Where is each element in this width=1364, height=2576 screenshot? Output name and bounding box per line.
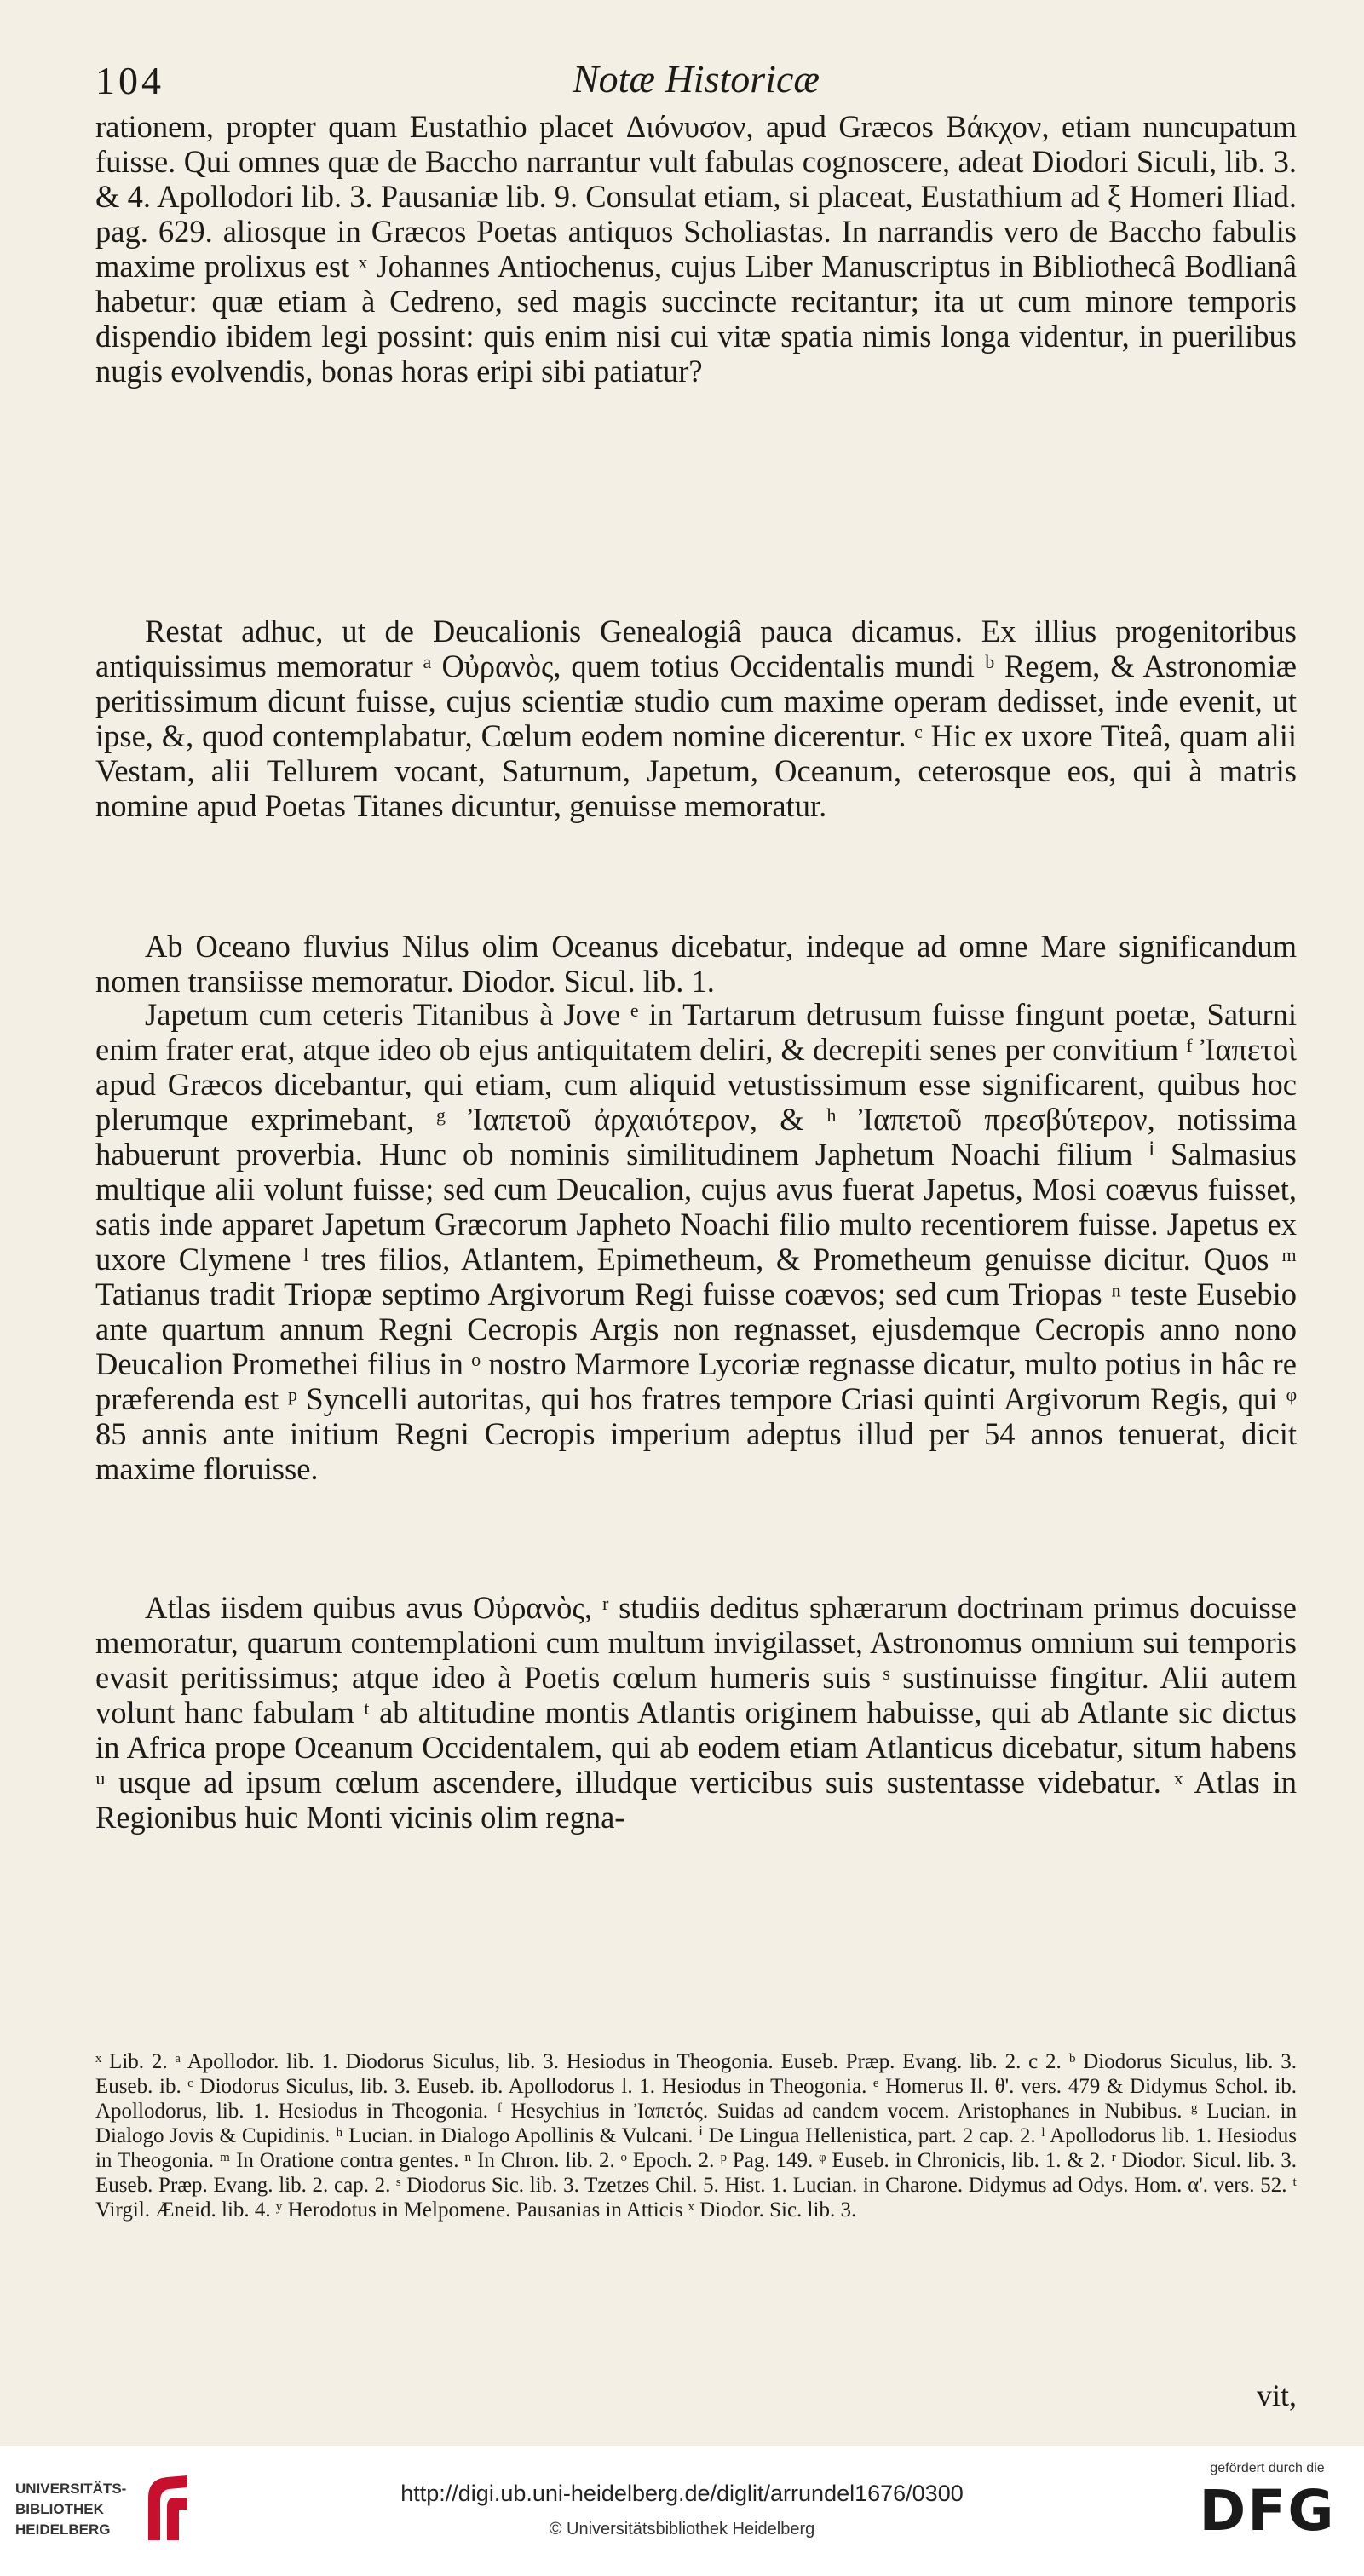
library-name-line-2: BIBLIOTHEK xyxy=(15,2501,104,2517)
paragraph-3: Ab Oceano fluvius Nilus olim Oceanus dicebatur, indeque ad omne Mare significandum nomen transiisse memoratur. Diodor. Sicul. lib. 1. xyxy=(95,929,1297,999)
dfg-logo: DFG xyxy=(1199,2478,1336,2544)
catchword: vit, xyxy=(1256,2378,1297,2412)
library-name-line-1: UNIVERSITÄTS- xyxy=(15,2481,127,2497)
source-url-link[interactable]: http://digi.ub.uni-heidelberg.de/diglit/arrundel1676/0300 xyxy=(400,2481,964,2506)
page-number: 104 xyxy=(95,59,164,102)
running-head-title: Notæ Historicæ xyxy=(572,57,820,101)
dfg-caption: gefördert durch die xyxy=(1210,2461,1325,2475)
viewer-footer xyxy=(0,2446,1364,2576)
dfg-logo-block[interactable] xyxy=(1188,2460,1346,2562)
copyright-notice: © Universitätsbibliothek Heidelberg xyxy=(549,2520,815,2539)
paragraph-4: Japetum cum ceteris Titanibus à Jove ᵉ in Tartarum detrusum fuisse fingunt poetæ, Saturni enim frater erat, atque ideo ob ejus antiquitatem deliri, & decrepiti senes per convitium ᶠ Ἰαπετοὶ apud Græcos dicebantur, qui etiam, cum aliquid vetustissimum esse significarent, quibus hoc plerumque exprimebant, ᵍ Ἰαπετοῦ ἀρχαιότερον, & ʰ Ἰαπετοῦ πρεσβύτερον, notissima habuerunt proverbia. Hunc ob nominis similitudinem Japhetum Noachi filium ⁱ Salmasius multique alii volunt fuisse; sed cum Deucalion, cujus avus fuerat Japetus, Mosi coævus fuisset, satis inde apparet Japetum Græcorum Japheto Noachi filio multo recentiorem fuisse. Japetus ex uxore Clymene ˡ tres filios, Atlantem, Epimetheum, & Prometheum genuisse dicitur. Quos ᵐ Tatianus tradit Triopæ septimo Argivorum Regi fuisse coævos; sed cum Triopas ⁿ teste Eusebio ante quartum annum Regni Cecropis Argis non regnasset, ejusdemque Cecropis anno nono Deucalion Promethei filius in ᵒ nostro Marmore Lycoriæ regnasse dicatur, multo potius in hâc re præferenda est ᵖ Syncelli autoritas, qui hos fratres tempore Criasi quinti Argivorum Regis, qui ᵠ 85 annis ante initium Regni Cecropis imperium adeptus illud per 54 annos tenuerat, dicit maxime floruisse. xyxy=(95,997,1297,1486)
running-head xyxy=(95,51,1297,111)
paragraph-5: Atlas iisdem quibus avus Οὐρανὸς, ʳ studiis deditus sphærarum doctrinam primus docuisse memoratur, quarum contemplationi cum multum invigilasset, Astronomus omnium sui temporis evasit peritissimus; atque ideo à Poetis cœlum humeris suis ˢ sustinuisse fingitur. Alii autem volunt hanc fabulam ᵗ ab altitudine montis Atlantis originem habuisse, qui ab Atlante sic dictus in Africa prope Oceanum Occidentalem, qui ab eodem etiam Atlanticus dicebatur, situm habens ᵘ usque ad ipsum cœlum ascendere, illudque verticibus suis sustentasse videbatur. ˣ Atlas in Regionibus huic Monti vicinis olim regna- xyxy=(95,1590,1297,1835)
footnotes: ˣ Lib. 2. ᵃ Apollodor. lib. 1. Diodorus Siculus, lib. 3. Hesiodus in Theogonia. Euseb. Præp. Evang. lib. 2. c 2. ᵇ Diodorus Siculus, lib. 3. Euseb. ib. ᶜ Diodorus Siculus, lib. 3. Euseb. ib. Apollodorus l. 1. Hesiodus in Theogonia. ᵉ Homerus Il. θ'. vers. 479 & Didymus Schol. ib. Apollodorus, lib. 1. Hesiodus in Theogonia. ᶠ Hesychius in Ἰαπετός. Suidas ad eandem vocem. Aristophanes in Nubibus. ᵍ Lucian. in Dialogo Jovis & Cupidinis. ʰ Lucian. in Dialogo Apollinis & Vulcani. ⁱ De Lingua Hellenistica, part. 2 cap. 2. ˡ Apollodorus lib. 1. Hesiodus in Theogonia. ᵐ In Oratione contra gentes. ⁿ In Chron. lib. 2. ᵒ Epoch. 2. ᵖ Pag. 149. ᵠ Euseb. in Chronicis, lib. 1. & 2. ʳ Diodor. Sicul. lib. 3. Euseb. Præp. Evang. lib. 2. cap. 2. ˢ Diodorus Sic. lib. 3. Tzetzes Chil. 5. Hist. 1. Lucian. in Charone. Didymus ad Odys. Hom. α'. vers. 52. ᵗ Virgil. Æneid. lib. 4. ʸ Herodotus in Melpomene. Pausanias in Atticis ˣ Diodor. Sic. lib. 3. xyxy=(95,2050,1297,2222)
paragraph-1: rationem, propter quam Eustathio placet Διόνυσον, apud Græcos Βάκχον, etiam nuncupatum fuisse. Qui omnes quæ de Baccho narrantur vult fabulas cognoscere, adeat Diodori Siculi, lib. 3. & 4. Apollodori lib. 3. Pausaniæ lib. 9. Consulat etiam, si placeat, Eustathium ad ξ Homeri Iliad. pag. 629. aliosque in Græcos Poetas antiquos Scholiastas. In narrandis vero de Baccho fabulis maxime prolixus est ˣ Johannes Antiochenus, cujus Liber Manuscriptus in Bibliothecâ Bodlianâ habetur: quæ etiam à Cedreno, sed magis succincte recitantur; ita ut cum minore temporis dispendio ibidem legi possint: quis enim nisi cui vitæ spatia nimis longa videntur, in puerilibus nugis evolvendis, bonas horas eripi sibi patiatur? xyxy=(95,109,1297,389)
paragraph-2: Restat adhuc, ut de Deucalionis Genealogiâ pauca dicamus. Ex illius progenitoribus antiquissimus memoratur ᵃ Οὐρανὸς, quem totius Occidentalis mundi ᵇ Regem, & Astronomiæ peritissimum dicunt fuisse, cujus scientiæ studio cum maxime operam dedisset, inde evenit, ut ipse, &, quod contemplabatur, Cœlum eodem nomine dicerentur. ᶜ Hic ex uxore Titeâ, quam alii Vestam, alii Tellurem vocant, Saturnum, Japetum, Oceanum, ceterosque eos, qui à matris nomine apud Poetas Titanes dicuntur, genuisse memoratur. xyxy=(95,614,1297,823)
library-name-line-3: HEIDELBERG xyxy=(15,2521,111,2538)
